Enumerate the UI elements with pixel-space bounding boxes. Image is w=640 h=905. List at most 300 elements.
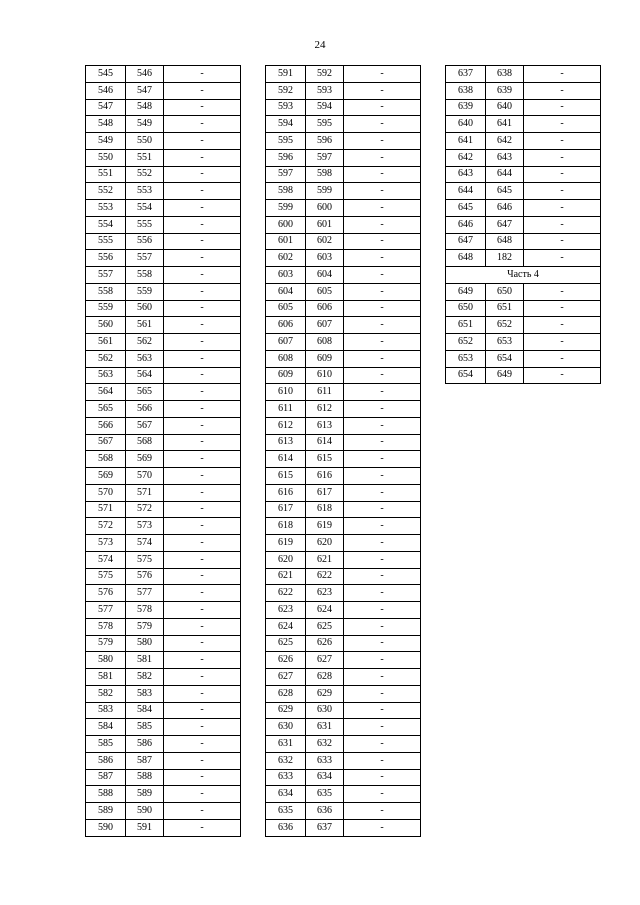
old-number-cell: 566 [86,417,126,434]
note-cell: - [344,350,421,367]
new-number-cell: 617 [306,484,344,501]
new-number-cell: 594 [306,99,344,116]
old-number-cell: 616 [266,484,306,501]
table-row [446,200,601,217]
old-number-cell: 563 [86,367,126,384]
old-number-cell: 593 [266,99,306,116]
note-cell: - [164,417,241,434]
old-number-cell: 591 [266,66,306,83]
table-row [86,568,241,585]
new-number-cell: 559 [126,283,164,300]
note-cell: - [164,200,241,217]
note-cell: - [524,350,601,367]
old-number-cell: 618 [266,518,306,535]
note-cell: - [524,250,601,267]
old-number-cell: 612 [266,417,306,434]
new-number-cell: 635 [306,786,344,803]
table-row [86,752,241,769]
note-cell: - [164,116,241,133]
new-number-cell: 654 [486,350,524,367]
old-number-cell: 585 [86,736,126,753]
note-cell: - [164,685,241,702]
note-cell: - [164,149,241,166]
new-number-cell: 605 [306,283,344,300]
note-cell: - [344,183,421,200]
old-number-cell: 603 [266,267,306,284]
new-number-cell: 574 [126,535,164,552]
note-cell: - [164,568,241,585]
old-number-cell: 608 [266,350,306,367]
old-number-cell: 636 [266,819,306,836]
new-number-cell: 597 [306,149,344,166]
table-row [86,99,241,116]
table-row [266,652,421,669]
table-row [266,116,421,133]
new-number-cell: 577 [126,585,164,602]
new-number-cell: 637 [306,819,344,836]
new-number-cell: 642 [486,133,524,150]
note-cell: - [344,685,421,702]
note-cell: - [524,317,601,334]
new-number-cell: 643 [486,149,524,166]
old-number-cell: 654 [446,367,486,384]
note-cell: - [164,752,241,769]
table-row [86,133,241,150]
note-cell: - [344,334,421,351]
table-row [266,719,421,736]
note-cell: - [164,669,241,686]
table-row [86,283,241,300]
note-cell: - [344,786,421,803]
note-cell: - [164,719,241,736]
old-number-cell: 553 [86,200,126,217]
note-cell: - [344,736,421,753]
new-number-cell: 553 [126,183,164,200]
new-number-cell: 571 [126,484,164,501]
table-row [446,82,601,99]
new-number-cell: 651 [486,300,524,317]
new-number-cell: 593 [306,82,344,99]
new-number-cell: 625 [306,618,344,635]
old-number-cell: 575 [86,568,126,585]
old-number-cell: 633 [266,769,306,786]
table-row [266,451,421,468]
new-number-cell: 592 [306,66,344,83]
old-number-cell: 583 [86,702,126,719]
new-number-cell: 587 [126,752,164,769]
old-number-cell: 609 [266,367,306,384]
table-row [266,468,421,485]
old-number-cell: 548 [86,116,126,133]
old-number-cell: 587 [86,769,126,786]
old-number-cell: 653 [446,350,486,367]
old-number-cell: 619 [266,535,306,552]
old-number-cell: 639 [446,99,486,116]
note-cell: - [164,551,241,568]
note-cell: - [344,434,421,451]
table-row [86,350,241,367]
section-title: Часть 4 [446,267,601,284]
new-number-cell: 650 [486,283,524,300]
note-cell: - [164,216,241,233]
new-number-cell: 604 [306,267,344,284]
note-cell: - [524,334,601,351]
new-number-cell: 640 [486,99,524,116]
note-cell: - [164,618,241,635]
note-cell: - [344,518,421,535]
table-row [86,216,241,233]
old-number-cell: 546 [86,82,126,99]
new-number-cell: 646 [486,200,524,217]
table-row [446,166,601,183]
note-cell: - [164,133,241,150]
table-row [446,133,601,150]
table-row [86,334,241,351]
table-row [266,133,421,150]
note-cell: - [164,484,241,501]
new-number-cell: 562 [126,334,164,351]
note-cell: - [164,401,241,418]
table-row [446,116,601,133]
table-row [446,317,601,334]
new-number-cell: 628 [306,669,344,686]
table-row [266,702,421,719]
table-row [446,367,601,384]
mapping-table-2 [265,65,421,837]
new-number-cell: 641 [486,116,524,133]
note-cell: - [524,66,601,83]
new-number-cell: 626 [306,635,344,652]
old-number-cell: 611 [266,401,306,418]
old-number-cell: 554 [86,216,126,233]
table-row [266,535,421,552]
old-number-cell: 648 [446,250,486,267]
new-number-cell: 569 [126,451,164,468]
new-number-cell: 619 [306,518,344,535]
old-number-cell: 577 [86,602,126,619]
note-cell: - [344,652,421,669]
note-cell: - [344,149,421,166]
new-number-cell: 608 [306,334,344,351]
note-cell: - [524,233,601,250]
old-number-cell: 561 [86,334,126,351]
new-number-cell: 566 [126,401,164,418]
note-cell: - [344,585,421,602]
note-cell: - [344,752,421,769]
note-cell: - [164,468,241,485]
note-cell: - [344,66,421,83]
old-number-cell: 645 [446,200,486,217]
table-row [266,82,421,99]
table-row [446,250,601,267]
note-cell: - [164,602,241,619]
old-number-cell: 586 [86,752,126,769]
table-row [86,669,241,686]
table-row [86,652,241,669]
new-number-cell: 556 [126,233,164,250]
new-number-cell: 638 [486,66,524,83]
new-number-cell: 585 [126,719,164,736]
table-row [266,669,421,686]
table-row [266,434,421,451]
table-row [446,300,601,317]
old-number-cell: 634 [266,786,306,803]
new-number-cell: 589 [126,786,164,803]
new-number-cell: 565 [126,384,164,401]
new-number-cell: 564 [126,367,164,384]
mapping-table-3 [445,65,601,384]
new-number-cell: 644 [486,166,524,183]
new-number-cell: 582 [126,669,164,686]
old-number-cell: 565 [86,401,126,418]
new-number-cell: 578 [126,602,164,619]
old-number-cell: 643 [446,166,486,183]
note-cell: - [164,384,241,401]
old-number-cell: 640 [446,116,486,133]
table-row [266,267,421,284]
new-number-cell: 590 [126,803,164,820]
table-row [86,116,241,133]
note-cell: - [524,99,601,116]
table-row [266,786,421,803]
old-number-cell: 562 [86,350,126,367]
table-row [266,317,421,334]
table-row [446,233,601,250]
new-number-cell: 624 [306,602,344,619]
new-number-cell: 629 [306,685,344,702]
table-row [86,803,241,820]
table-row [86,233,241,250]
new-number-cell: 550 [126,133,164,150]
new-number-cell: 572 [126,501,164,518]
new-number-cell: 648 [486,233,524,250]
note-cell: - [164,99,241,116]
old-number-cell: 627 [266,669,306,686]
table-row [86,166,241,183]
new-number-cell: 547 [126,82,164,99]
table-row [266,300,421,317]
new-number-cell: 568 [126,434,164,451]
old-number-cell: 631 [266,736,306,753]
new-number-cell: 630 [306,702,344,719]
table-row [86,484,241,501]
new-number-cell: 581 [126,652,164,669]
table-row [446,66,601,83]
note-cell: - [344,267,421,284]
old-number-cell: 588 [86,786,126,803]
table-row [266,752,421,769]
table-row [86,468,241,485]
note-cell: - [344,133,421,150]
table-row [446,283,601,300]
old-number-cell: 646 [446,216,486,233]
new-number-cell: 607 [306,317,344,334]
old-number-cell: 600 [266,216,306,233]
new-number-cell: 549 [126,116,164,133]
old-number-cell: 578 [86,618,126,635]
table-row [266,350,421,367]
note-cell: - [344,551,421,568]
note-cell: - [164,736,241,753]
table-row [86,200,241,217]
old-number-cell: 638 [446,82,486,99]
new-number-cell: 611 [306,384,344,401]
table-row [266,233,421,250]
old-number-cell: 545 [86,66,126,83]
table-row [86,719,241,736]
note-cell: - [344,250,421,267]
new-number-cell: 616 [306,468,344,485]
old-number-cell: 635 [266,803,306,820]
table-row [86,535,241,552]
table-row [266,283,421,300]
new-number-cell: 557 [126,250,164,267]
note-cell: - [524,149,601,166]
old-number-cell: 582 [86,685,126,702]
note-cell: - [344,451,421,468]
table-row [266,635,421,652]
new-number-cell: 639 [486,82,524,99]
note-cell: - [344,702,421,719]
old-number-cell: 576 [86,585,126,602]
note-cell: - [164,82,241,99]
table-row [266,602,421,619]
note-cell: - [164,819,241,836]
new-number-cell: 580 [126,635,164,652]
table-row [446,99,601,116]
table-row [266,551,421,568]
new-number-cell: 598 [306,166,344,183]
old-number-cell: 617 [266,501,306,518]
table-row [266,183,421,200]
table-row [86,401,241,418]
old-number-cell: 552 [86,183,126,200]
table-row [86,685,241,702]
new-number-cell: 623 [306,585,344,602]
old-number-cell: 606 [266,317,306,334]
new-number-cell: 609 [306,350,344,367]
old-number-cell: 622 [266,585,306,602]
old-number-cell: 590 [86,819,126,836]
old-number-cell: 555 [86,233,126,250]
old-number-cell: 570 [86,484,126,501]
old-number-cell: 602 [266,250,306,267]
note-cell: - [344,635,421,652]
new-number-cell: 567 [126,417,164,434]
table-row [266,99,421,116]
table-row [266,568,421,585]
old-number-cell: 613 [266,434,306,451]
old-number-cell: 572 [86,518,126,535]
table-row [266,216,421,233]
new-number-cell: 634 [306,769,344,786]
note-cell: - [524,183,601,200]
new-number-cell: 546 [126,66,164,83]
new-number-cell: 606 [306,300,344,317]
old-number-cell: 573 [86,535,126,552]
table-row [266,250,421,267]
old-number-cell: 626 [266,652,306,669]
new-number-cell: 563 [126,350,164,367]
note-cell: - [524,283,601,300]
old-number-cell: 629 [266,702,306,719]
new-number-cell: 632 [306,736,344,753]
table-row [266,769,421,786]
note-cell: - [524,82,601,99]
note-cell: - [164,183,241,200]
note-cell: - [524,367,601,384]
note-cell: - [164,66,241,83]
new-number-cell: 555 [126,216,164,233]
table-row [86,518,241,535]
old-number-cell: 647 [446,233,486,250]
note-cell: - [524,166,601,183]
old-number-cell: 621 [266,568,306,585]
note-cell: - [524,133,601,150]
old-number-cell: 605 [266,300,306,317]
new-number-cell: 622 [306,568,344,585]
old-number-cell: 596 [266,149,306,166]
new-number-cell: 591 [126,819,164,836]
table-row [86,149,241,166]
table-row [86,367,241,384]
table-row [86,602,241,619]
table-row [266,166,421,183]
note-cell: - [164,786,241,803]
old-number-cell: 595 [266,133,306,150]
old-number-cell: 567 [86,434,126,451]
new-number-cell: 586 [126,736,164,753]
note-cell: - [344,535,421,552]
table-row [86,786,241,803]
new-number-cell: 631 [306,719,344,736]
table-row [266,417,421,434]
new-number-cell: 653 [486,334,524,351]
old-number-cell: 598 [266,183,306,200]
note-cell: - [164,518,241,535]
new-number-cell: 614 [306,434,344,451]
table-row [86,618,241,635]
table-row [266,501,421,518]
old-number-cell: 549 [86,133,126,150]
note-cell: - [524,116,601,133]
note-cell: - [164,501,241,518]
old-number-cell: 607 [266,334,306,351]
old-number-cell: 594 [266,116,306,133]
table-row [266,736,421,753]
note-cell: - [344,669,421,686]
new-number-cell: 599 [306,183,344,200]
new-number-cell: 579 [126,618,164,635]
note-cell: - [344,200,421,217]
old-number-cell: 649 [446,283,486,300]
table-row [86,769,241,786]
note-cell: - [164,803,241,820]
new-number-cell: 636 [306,803,344,820]
new-number-cell: 554 [126,200,164,217]
new-number-cell: 560 [126,300,164,317]
new-number-cell: 645 [486,183,524,200]
table-row [86,267,241,284]
note-cell: - [344,803,421,820]
new-number-cell: 575 [126,551,164,568]
note-cell: - [344,401,421,418]
old-number-cell: 579 [86,635,126,652]
new-number-cell: 588 [126,769,164,786]
table-row [86,417,241,434]
old-number-cell: 610 [266,384,306,401]
old-number-cell: 551 [86,166,126,183]
